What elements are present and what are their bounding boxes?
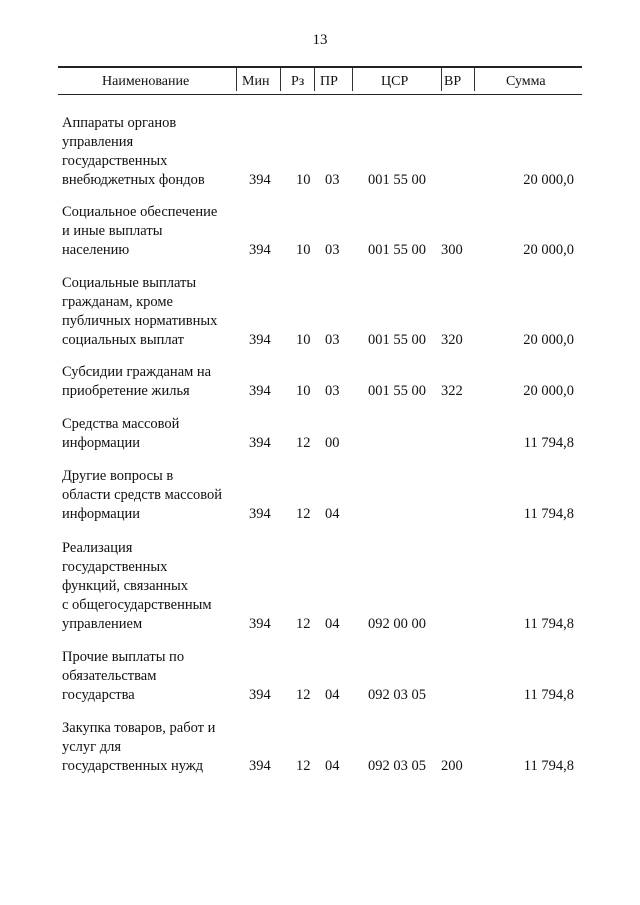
header-rz: Рз bbox=[291, 74, 305, 89]
table-row bbox=[0, 645, 640, 705]
row-name: Другие вопросы в области средств массовой информации bbox=[62, 468, 223, 522]
header-min: Мин bbox=[242, 74, 270, 89]
row-name: Социальные выплаты гражданам, кроме публичных нормативных социальных выплат bbox=[62, 275, 218, 348]
header-pr: ПР bbox=[320, 74, 338, 89]
row-pr: 03 bbox=[325, 332, 340, 348]
row-csr: 001 55 00 bbox=[368, 332, 426, 348]
table-row bbox=[0, 360, 640, 401]
row-min: 394 bbox=[249, 172, 271, 188]
row-rz: 10 bbox=[296, 242, 311, 258]
row-min: 394 bbox=[249, 616, 271, 632]
row-rz: 12 bbox=[296, 687, 311, 703]
row-csr: 001 55 00 bbox=[368, 383, 426, 399]
row-name: Прочие выплаты по обязательствам государства bbox=[62, 649, 185, 703]
row-name: Средства массовой информации bbox=[62, 416, 180, 451]
table-row bbox=[0, 200, 640, 260]
row-name: Аппараты органов управления государственных внебюджетных фондов bbox=[62, 115, 205, 188]
row-min: 394 bbox=[249, 758, 271, 774]
row-csr: 092 03 05 bbox=[368, 758, 426, 774]
table-row bbox=[0, 412, 640, 453]
row-rz: 12 bbox=[296, 506, 311, 522]
row-sum: 11 794,8 bbox=[523, 506, 574, 522]
column-divider bbox=[236, 68, 237, 91]
row-rz: 12 bbox=[296, 616, 311, 632]
row-csr: 092 03 05 bbox=[368, 687, 426, 703]
row-vr: 200 bbox=[441, 758, 463, 774]
column-divider bbox=[474, 68, 475, 91]
header-name: Наименование bbox=[102, 74, 190, 89]
row-csr: 092 00 00 bbox=[368, 616, 426, 632]
row-pr: 04 bbox=[325, 687, 340, 703]
table-header bbox=[58, 66, 582, 95]
row-name: Субсидии гражданам на приобретение жилья bbox=[62, 364, 212, 399]
row-pr: 03 bbox=[325, 383, 340, 399]
row-rz: 10 bbox=[296, 332, 311, 348]
row-min: 394 bbox=[249, 506, 271, 522]
row-rz: 12 bbox=[296, 758, 311, 774]
row-vr: 300 bbox=[441, 242, 463, 258]
row-name: Закупка товаров, работ и услуг для государственных нужд bbox=[62, 720, 216, 774]
row-sum: 11 794,8 bbox=[523, 616, 574, 632]
row-name: Социальное обеспечение и иные выплаты населению bbox=[62, 204, 218, 258]
column-divider bbox=[314, 68, 315, 91]
table-row bbox=[0, 535, 640, 634]
column-divider bbox=[352, 68, 353, 91]
row-sum: 20 000,0 bbox=[523, 332, 574, 348]
row-pr: 03 bbox=[325, 242, 340, 258]
row-pr: 04 bbox=[325, 616, 340, 632]
row-pr: 03 bbox=[325, 172, 340, 188]
row-sum: 11 794,8 bbox=[523, 758, 574, 774]
row-pr: 04 bbox=[325, 758, 340, 774]
row-sum: 11 794,8 bbox=[523, 687, 574, 703]
column-divider bbox=[441, 68, 442, 91]
row-min: 394 bbox=[249, 332, 271, 348]
row-vr: 322 bbox=[441, 383, 463, 399]
row-min: 394 bbox=[249, 242, 271, 258]
header-vr: ВР bbox=[444, 74, 462, 89]
column-divider bbox=[280, 68, 281, 91]
table-row bbox=[0, 110, 640, 190]
table-row bbox=[0, 270, 640, 350]
row-min: 394 bbox=[249, 687, 271, 703]
row-min: 394 bbox=[249, 383, 271, 399]
header-sum: Сумма bbox=[506, 74, 546, 89]
page-number: 13 bbox=[312, 32, 328, 48]
row-min: 394 bbox=[249, 435, 271, 451]
row-sum: 20 000,0 bbox=[523, 383, 574, 399]
row-sum: 20 000,0 bbox=[523, 172, 574, 188]
header-csr: ЦСР bbox=[381, 74, 409, 89]
row-csr: 001 55 00 bbox=[368, 242, 426, 258]
table-row bbox=[0, 464, 640, 524]
row-pr: 04 bbox=[325, 506, 340, 522]
row-csr: 001 55 00 bbox=[368, 172, 426, 188]
row-vr: 320 bbox=[441, 332, 463, 348]
table-row bbox=[0, 716, 640, 776]
row-sum: 20 000,0 bbox=[523, 242, 574, 258]
row-rz: 12 bbox=[296, 435, 311, 451]
row-pr: 00 bbox=[325, 435, 340, 451]
row-rz: 10 bbox=[296, 383, 311, 399]
row-sum: 11 794,8 bbox=[523, 435, 574, 451]
row-name: Реализация государственных функций, связанных с общегосударственным управлением bbox=[62, 540, 212, 632]
row-rz: 10 bbox=[296, 172, 311, 188]
